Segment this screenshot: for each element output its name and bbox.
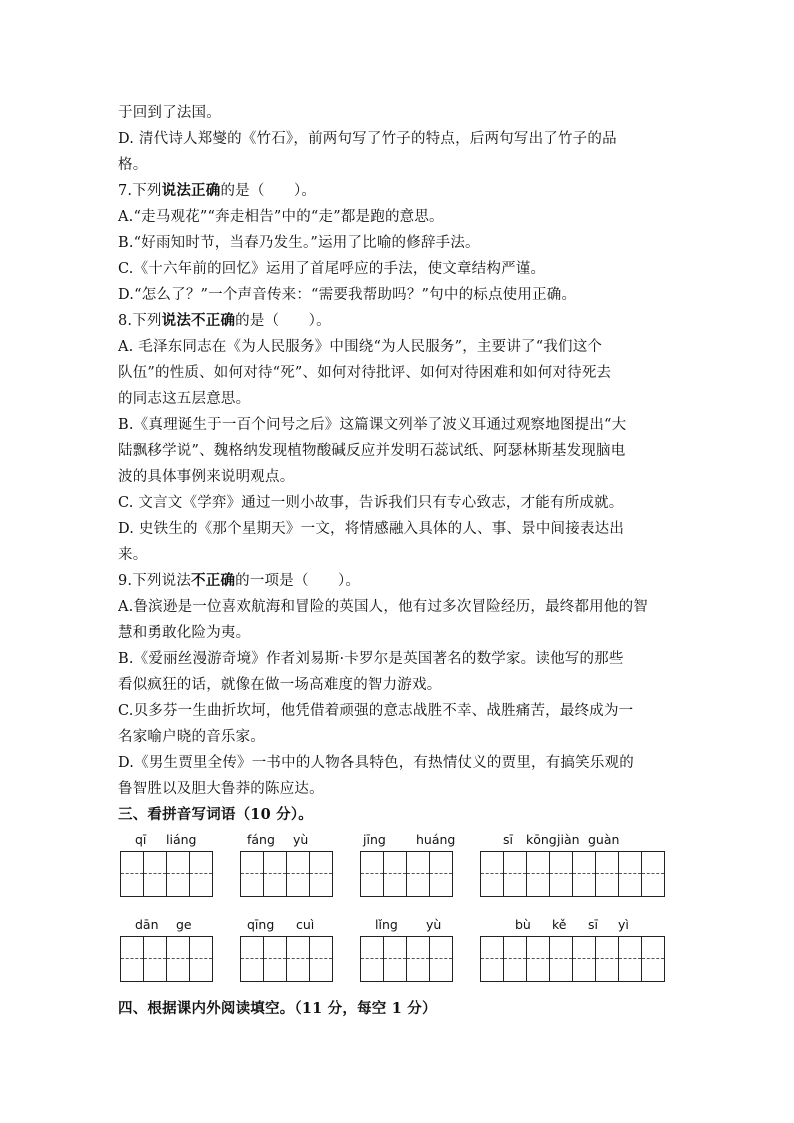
pinyin-syllable: lǐng: [375, 917, 398, 932]
pinyin-syllable: yù: [293, 832, 309, 847]
text-line: 格。: [118, 157, 148, 173]
pinyin-syllable: sī: [503, 832, 513, 847]
option-c: C.《十六年前的回忆》运用了首尾呼应的手法，使文章结构严谨。: [118, 261, 546, 277]
pinyin-syllable: liáng: [166, 832, 197, 847]
pinyin-syllable: qī: [135, 832, 147, 847]
question-9-prefix: 9.下列说法: [118, 573, 192, 589]
option-d: D.“怎么了？”一个声音传来：“需要我帮助吗？”句中的标点使用正确。: [118, 287, 577, 303]
question-9: [118, 568, 678, 594]
question-8-suffix: 的是（ ）。: [235, 313, 331, 329]
writing-boxes[interactable]: [360, 851, 453, 897]
question-8-prefix: 8.下列: [118, 313, 162, 329]
text-line: 来。: [118, 547, 148, 563]
option-b: B.“好雨知时节，当春乃发生。”运用了比喻的修辞手法。: [118, 235, 480, 251]
writing-boxes[interactable]: [120, 851, 213, 897]
writing-boxes[interactable]: [240, 851, 333, 897]
writing-boxes[interactable]: [480, 936, 665, 982]
text-line: 陆飘移学说”、魏格纳发现植物酸碱反应并发明石蕊试纸、阿瑟林斯基发现脑电: [118, 443, 626, 459]
text-line: 慧和勇敢化险为夷。: [118, 625, 251, 641]
writing-boxes[interactable]: [360, 936, 453, 982]
text-line: 看似疯狂的话，就像在做一场高难度的智力游戏。: [118, 677, 442, 693]
pinyin-syllable: qīng: [247, 917, 275, 932]
pinyin-syllable: huáng: [416, 832, 456, 847]
writing-boxes[interactable]: [120, 936, 213, 982]
text-line: 的同志这五层意思。: [118, 391, 251, 407]
question-8-emphasis: 说法不正确: [161, 312, 236, 329]
section-3-title: 三、看拼音写词语（10 分）。: [118, 806, 313, 823]
pinyin-syllable: sī: [588, 917, 598, 932]
pinyin-syllable: kě: [552, 917, 567, 932]
pinyin-syllable: dān: [135, 917, 159, 932]
question-7-emphasis: 说法正确: [161, 182, 221, 199]
option-b: B.《爱丽丝漫游奇境》作者刘易斯·卡罗尔是英国著名的数学家。读他写的那些: [118, 651, 624, 667]
writing-boxes[interactable]: [480, 851, 665, 897]
text-line: 队伍”的性质、如何对待“死”、如何对待批评、如何对待困难和如何对待死去: [118, 365, 612, 381]
pinyin-syllable: jiàn: [557, 832, 580, 847]
option-b: B.《真理诞生于一百个问号之后》这篇课文列举了波义耳通过观察地图提出“大: [118, 417, 627, 433]
text-line: 波的具体事例来说明观点。: [118, 469, 295, 485]
question-7-prefix: 7.下列: [118, 183, 162, 199]
pinyin-syllable: ge: [176, 917, 192, 932]
question-9-emphasis: 不正确: [191, 572, 236, 589]
pinyin-syllable: jīng: [363, 832, 386, 847]
question-8: [118, 308, 678, 334]
question-7-suffix: 的是（ ）。: [220, 183, 317, 199]
option-a: A.“走马观花”“奔走相告”中的“走”都是跑的意思。: [118, 209, 444, 225]
text-line: 于回到了法国。: [118, 105, 221, 121]
option-c: C.贝多芬一生曲折坎坷，他凭借着顽强的意志战胜不幸、战胜痛苦，最终成为一: [118, 703, 634, 719]
section-4-title: 四、根据课内外阅读填空。（11 分，每空 1 分）: [118, 1000, 437, 1017]
pinyin-syllable: guàn: [588, 832, 620, 847]
writing-boxes[interactable]: [240, 936, 333, 982]
question-9-suffix: 的一项是（ ）。: [235, 573, 361, 589]
option-d: D. 史铁生的《那个星期天》一文，将情感融入具体的人、事、景中间接表达出: [118, 521, 625, 537]
text-line: 名家喻户晓的音乐家。: [118, 729, 265, 745]
pinyin-syllable: kōng: [526, 832, 557, 847]
option-a: A.鲁滨逊是一位喜欢航海和冒险的英国人，他有过多次冒险经历，最终都用他的智: [118, 599, 648, 615]
option-c: C. 文言文《学弈》通过一则小故事，告诉我们只有专心致志，才能有所成就。: [118, 495, 624, 511]
pinyin-syllable: fáng: [247, 832, 275, 847]
pinyin-syllable: yù: [426, 917, 442, 932]
option-d: D. 清代诗人郑燮的《竹石》，前两句写了竹子的特点，后两句写出了竹子的品: [118, 131, 617, 147]
pinyin-syllable: cuì: [296, 917, 315, 932]
option-d: D.《男生贾里全传》一书中的人物各具特色，有热情仗义的贾里，有搞笑乐观的: [118, 755, 634, 771]
pinyin-syllable: bù: [515, 917, 531, 932]
question-7: [118, 178, 678, 204]
text-line: 鲁智胜以及胆大鲁莽的陈应达。: [118, 781, 324, 797]
pinyin-syllable: yì: [618, 917, 629, 932]
option-a: A. 毛泽东同志在《为人民服务》中围绕“为人民服务”，主要讲了“我们这个: [118, 339, 603, 355]
